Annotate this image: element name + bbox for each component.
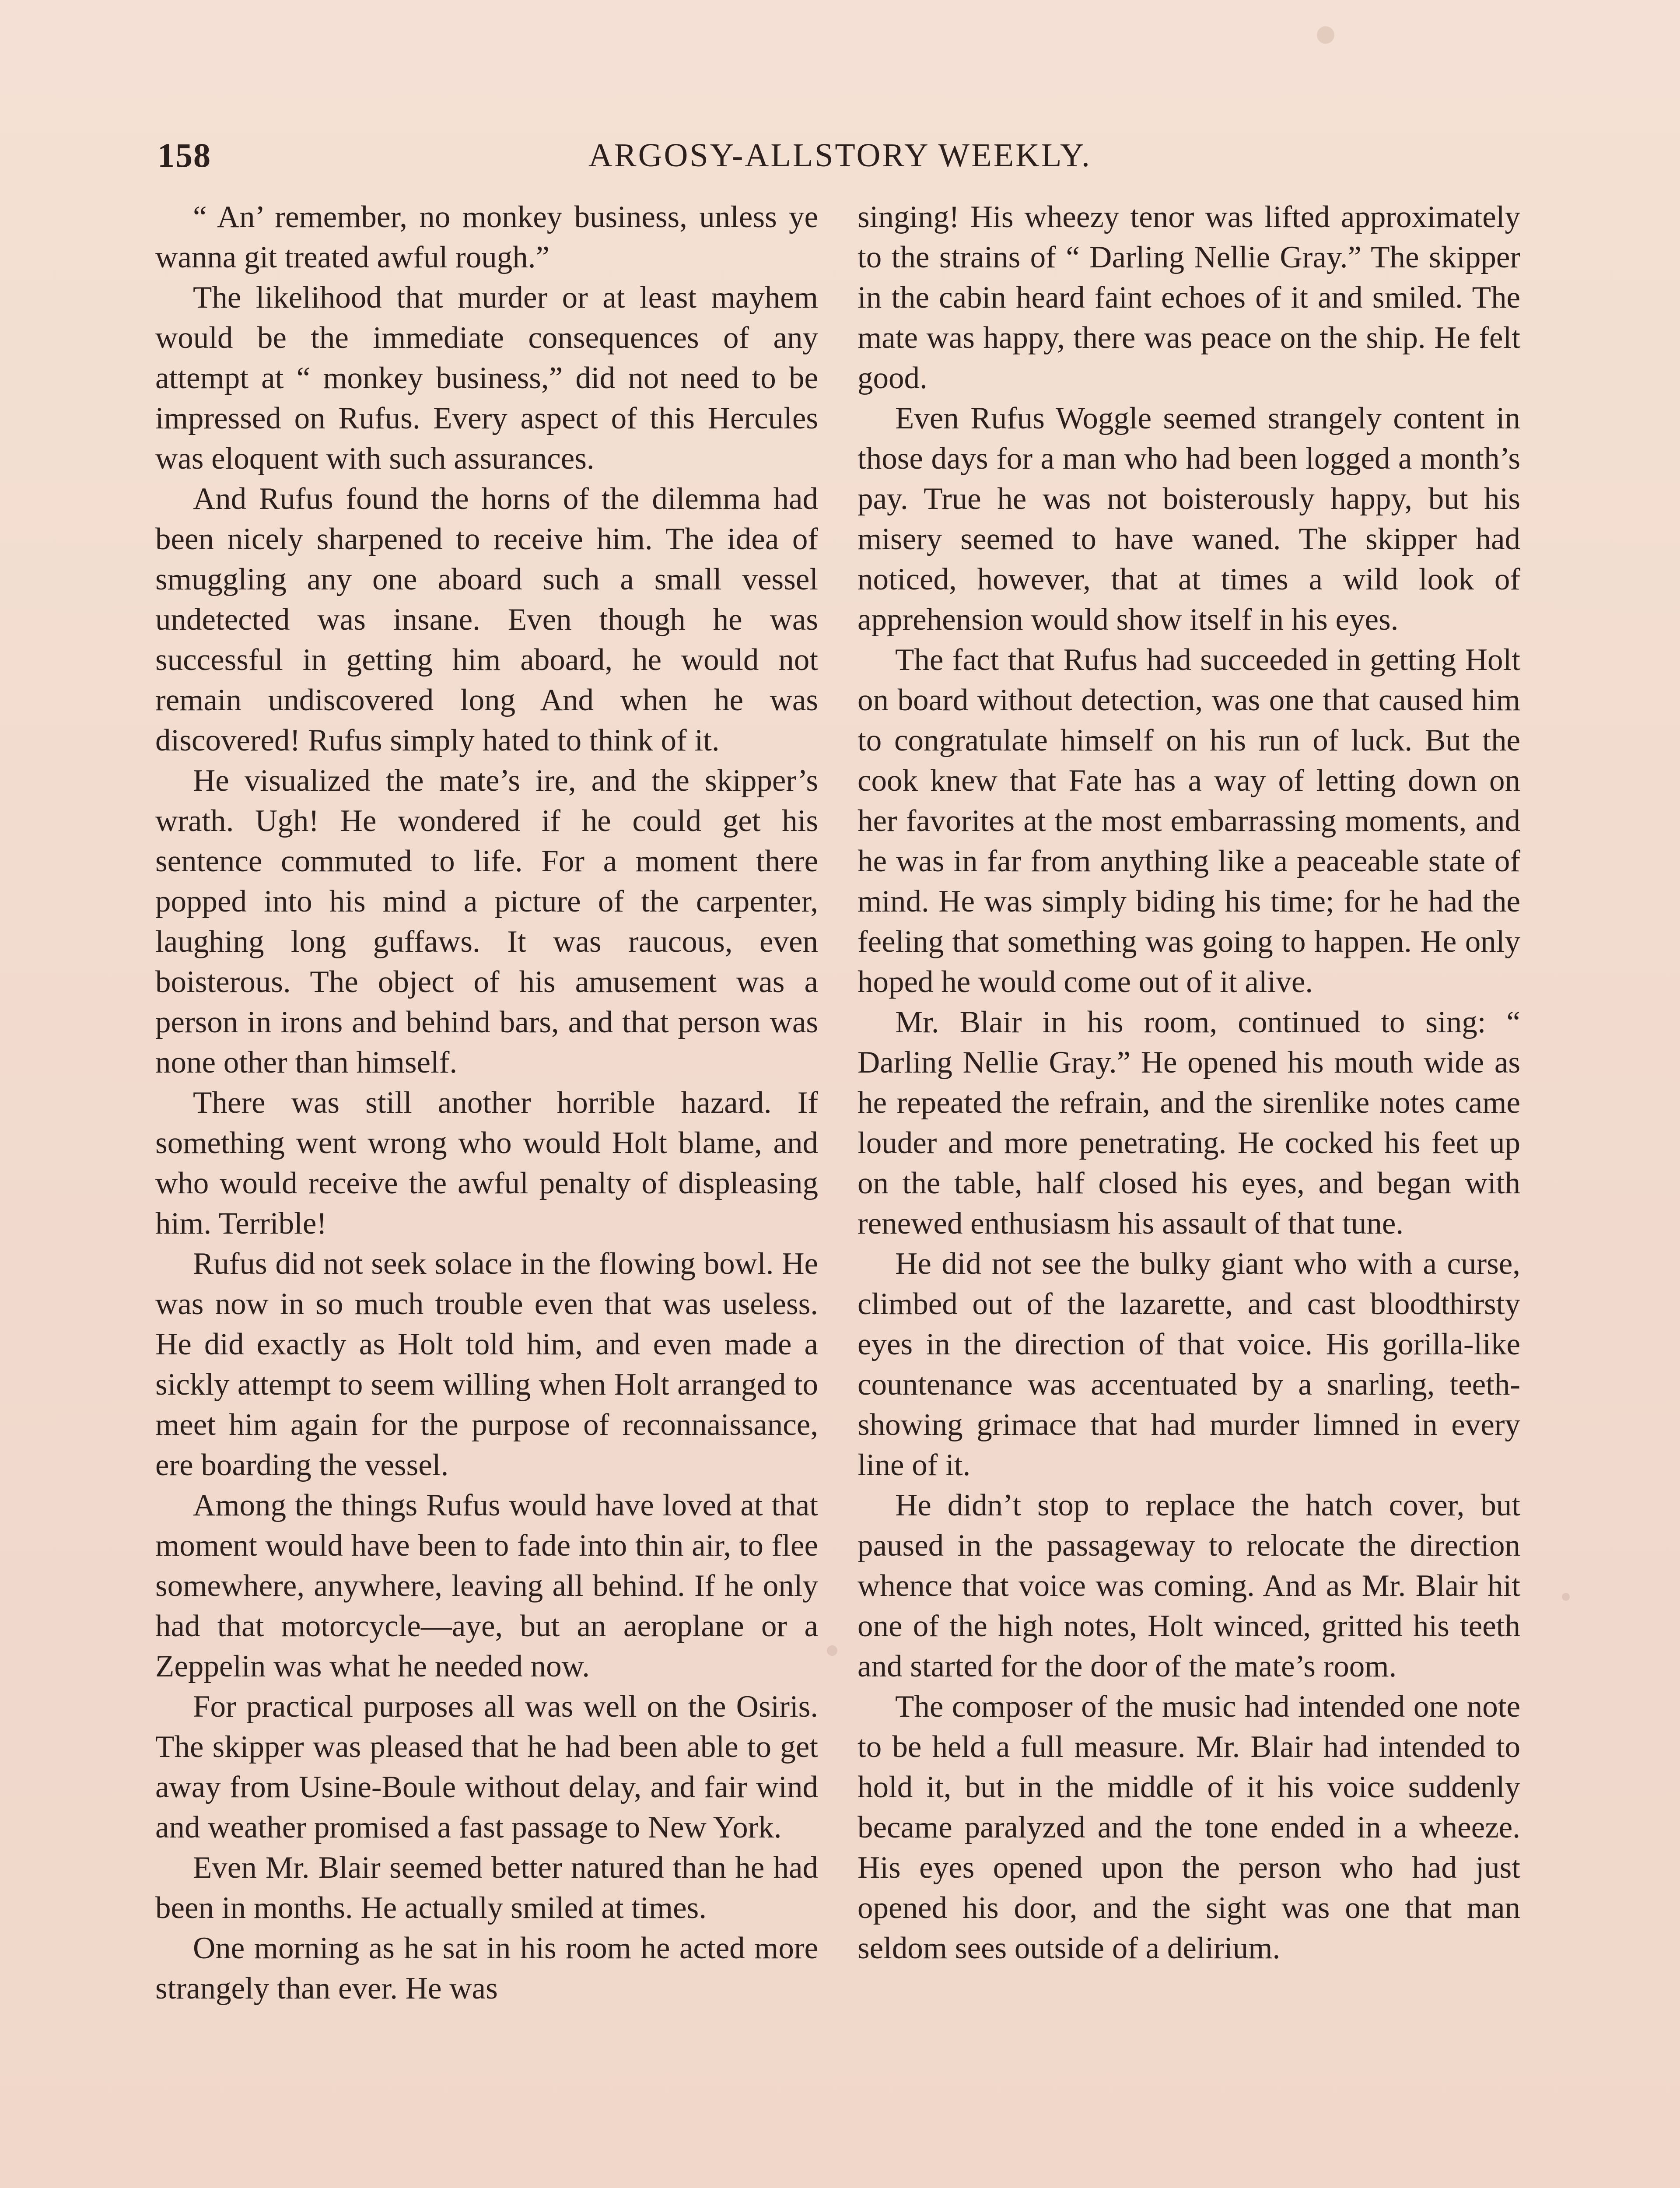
paragraph: “ An’ remember, no monkey business, unless ye wanna git treated awful rough.” <box>155 200 818 274</box>
paragraph: The likelihood that murder or at least mayhem would be the immediate consequences of any attempt at “ monkey business,” did not need to be impressed on Rufus. Every aspect of this Hercules was eloquent with such assurances. <box>155 281 818 476</box>
paragraph: There was still another horrible hazard. If something went wrong who would Holt blame, and who would receive the awful penalty of displeasing him. Terrible! <box>155 1086 818 1241</box>
paper-stain <box>1562 1593 1570 1601</box>
paragraph: Even Mr. Blair seemed better natured than he had been in months. He actually smiled at times. <box>155 1851 818 1925</box>
paragraph: For practical purposes all was well on the Osiris. The skipper was pleased that he had been able to get away from Usine-Boule without delay, and fair wind and weather promised a fast passage to New York. <box>155 1690 818 1844</box>
paragraph: One morning as he sat in his room he acted more strangely than ever. He was <box>155 1931 818 2006</box>
paper-stain <box>827 1645 837 1656</box>
paragraph: Mr. Blair in his room, continued to sing: “ Darling Nellie Gray.” He opened his mouth wide as he repeated the refrain, and the sirenlike notes came louder and more penetrating. He cocked his feet up on the table, half closed his eyes, and began with renewed enthusiasm his assault of that tune. <box>858 1005 1520 1241</box>
page-number: 158 <box>158 136 211 174</box>
paragraph: And Rufus found the horns of the dilemma had been nicely sharpened to receive him. The idea of smuggling any one aboard such a small vessel undetected was insane. Even though he was successful in getting him aboard, he would not remain undiscovered long And when he was discovered! Rufus simply hated to think of it. <box>155 482 818 757</box>
paragraph: He didn’t stop to replace the hatch cover, but paused in the passageway to relocate the direction whence that voice was coming. And as Mr. Blair hit one of the high notes, Holt winced, gritted his teeth and started for the door of the mate’s room. <box>858 1488 1520 1683</box>
magazine-title: ARGOSY-ALLSTORY WEEKLY. <box>588 137 1092 174</box>
paragraph: Rufus did not seek solace in the flowing bowl. He was now in so much trouble even that was useless. He did exactly as Holt told him, and even made a sickly attempt to seem willing when Holt arranged to meet him again for the purpose of reconnaissance, ere boarding the vessel. <box>155 1247 818 1482</box>
paper-stain <box>1317 26 1334 44</box>
paragraph: Even Rufus Woggle seemed strangely content in those days for a man who had been logged a month’s pay. True he was not boisterously happy, but his misery seemed to have waned. The skipper had noticed, however, that at times a wild look of apprehension would show itself in his eyes. <box>858 401 1520 637</box>
paragraph: The composer of the music had intended one note to be held a full measure. Mr. Blair had intended to hold it, but in the middle of it his voice suddenly became paralyzed and the tone ended in a wheeze. His eyes opened upon the person who had just opened his door, and the sight was one that man seldom sees outside of a delirium. <box>858 1690 1520 1965</box>
running-head <box>158 131 1522 179</box>
right-column <box>858 197 1520 1968</box>
paragraph: He did not see the bulky giant who with a curse, climbed out of the lazarette, and cast bloodthirsty eyes in the direction of that voice. His gorilla-like countenance was accentuated by a snarling, teeth-showing grimace that had murder limned in every line of it. <box>858 1247 1520 1482</box>
paragraph: He visualized the mate’s ire, and the skipper’s wrath. Ugh! He wondered if he could get his sentence commuted to life. For a moment there popped into his mind a picture of the carpenter, laughing long guffaws. It was raucous, even boisterous. The object of his amusement was a person in irons and behind bars, and that person was none other than himself. <box>155 764 818 1080</box>
paragraph-continued: singing! His wheezy tenor was lifted approximately to the strains of “ Darling Nellie Gray.” The skipper in the cabin heard faint echoes of it and smiled. The mate was happy, there was peace on the ship. He felt good. <box>858 200 1520 395</box>
left-column <box>155 197 818 2009</box>
paragraph: The fact that Rufus had succeeded in getting Holt on board without detection, was one that caused him to congratulate himself on his run of luck. But the cook knew that Fate has a way of letting down on her favorites at the most embarrassing moments, and he was in far from anything like a peaceable state of mind. He was simply biding his time; for he had the feeling that something was going to happen. He only hoped he would come out of it alive. <box>858 643 1520 999</box>
paragraph: Among the things Rufus would have loved at that moment would have been to fade into thin air, to flee somewhere, anywhere, leaving all behind. If he only had that motorcycle—aye, but an aeroplane or a Zeppelin was what he needed now. <box>155 1488 818 1683</box>
